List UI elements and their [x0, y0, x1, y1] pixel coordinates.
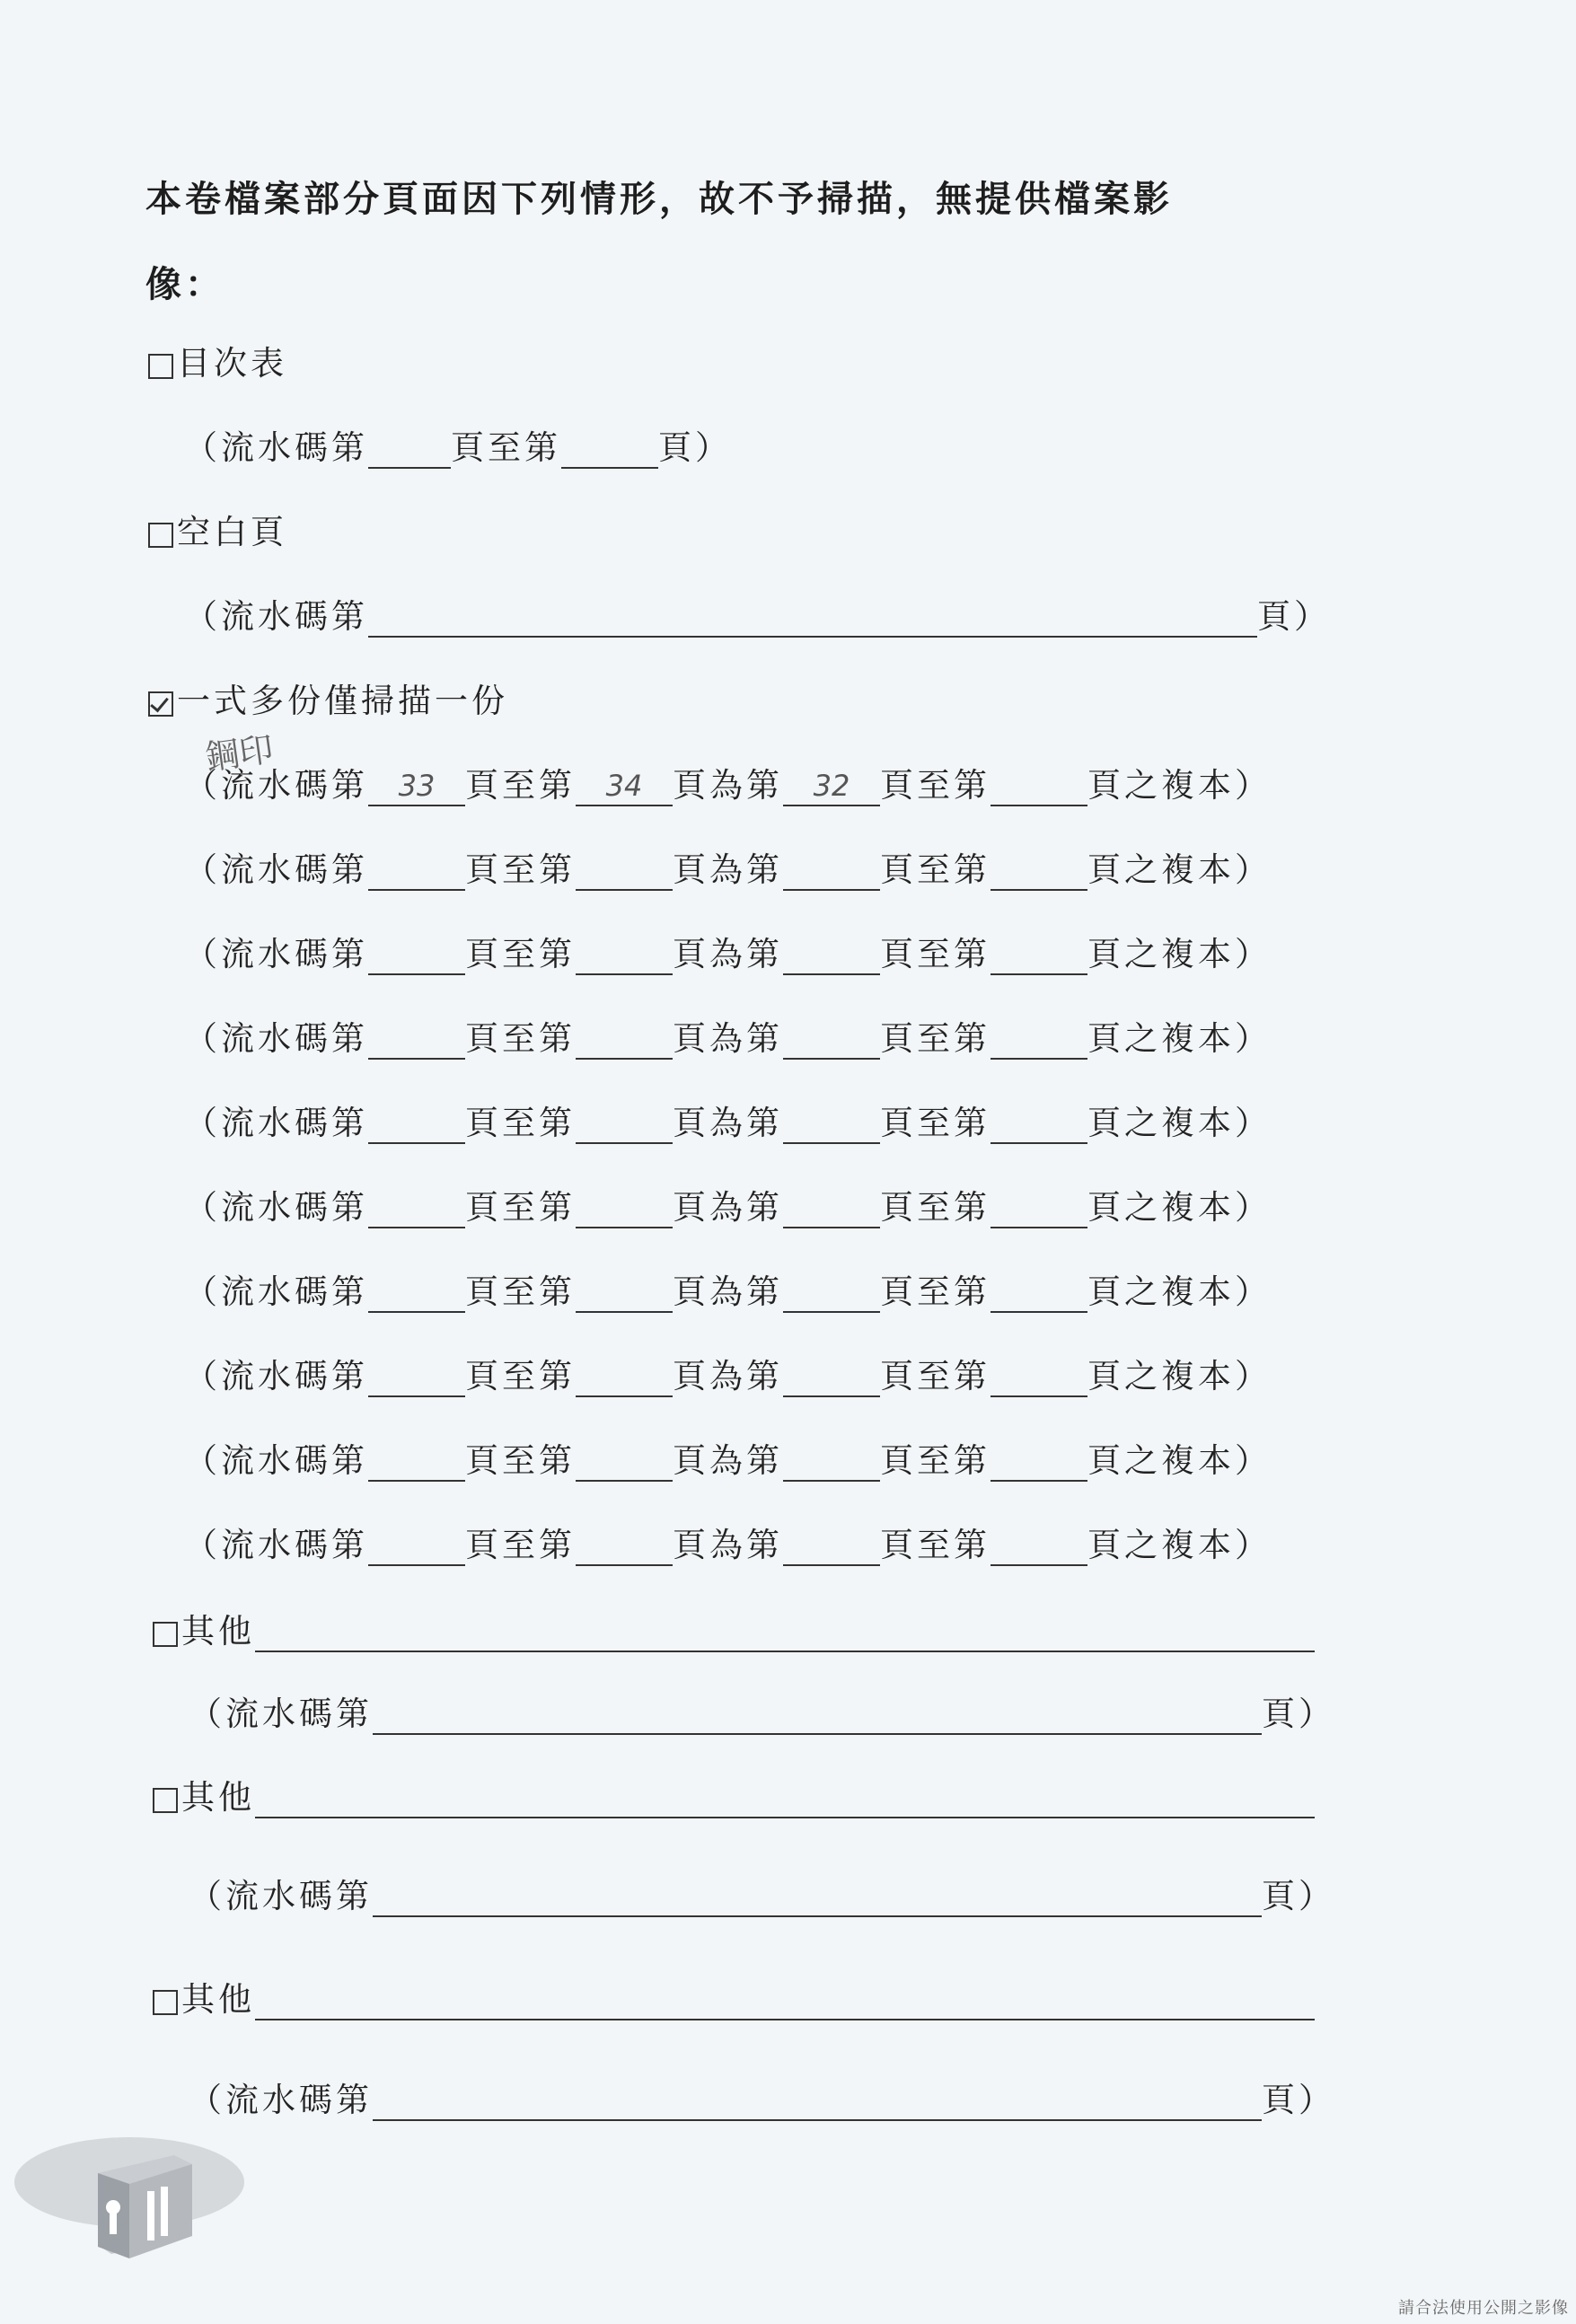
copy-page-field[interactable] — [368, 1106, 465, 1144]
range-suffix: 頁） — [1262, 2081, 1335, 2119]
range-prefix: （流水碼第 — [189, 1695, 373, 1733]
other-checkbox-1[interactable] — [153, 1622, 178, 1647]
copy-page-field[interactable] — [991, 769, 1087, 806]
copy-page-field[interactable] — [783, 1275, 880, 1313]
copy-row-label: （流水碼第 — [184, 1357, 368, 1395]
copy-page-field[interactable] — [368, 1444, 465, 1482]
copy-page-field[interactable] — [783, 938, 880, 975]
toc-option[interactable] — [148, 339, 287, 384]
copy-row-label: 頁至第 — [465, 935, 576, 973]
copy-page-field[interactable] — [368, 1360, 465, 1397]
copy-page-field[interactable] — [783, 1360, 880, 1397]
copy-row-label: 頁至第 — [880, 766, 991, 805]
copy-page-field[interactable] — [368, 853, 465, 891]
blank-page-checkbox[interactable] — [148, 523, 173, 548]
other-label: 其他 — [181, 1612, 255, 1651]
copy-row-label: （流水碼第 — [184, 850, 368, 889]
copy-row-label: （流水碼第 — [184, 1104, 368, 1142]
blank-range-field[interactable] — [368, 600, 1257, 638]
copy-row-label: （流水碼第 — [184, 1019, 368, 1058]
copy-page-field[interactable] — [576, 1360, 673, 1397]
blank-range-row — [184, 593, 1331, 638]
copy-range-row — [184, 1521, 1272, 1566]
copy-row-label: （流水碼第 — [184, 1188, 368, 1227]
range-suffix: 頁） — [658, 428, 732, 467]
copy-page-field[interactable] — [783, 1528, 880, 1566]
copy-page-field[interactable] — [576, 1191, 673, 1228]
copy-row-label: 頁為第 — [673, 766, 783, 805]
other-range-row-1 — [189, 1690, 1335, 1735]
copy-row-label: 頁為第 — [673, 1441, 783, 1480]
multi-copy-label: 一式多份僅掃描一份 — [177, 682, 508, 720]
copy-row-label: 頁至第 — [465, 1019, 576, 1058]
other-option-2[interactable] — [153, 1774, 1315, 1818]
copy-range-row — [184, 1015, 1272, 1060]
other-label: 其他 — [181, 1980, 255, 2019]
copy-row-label: 頁至第 — [880, 935, 991, 973]
copy-row-label: 頁至第 — [880, 850, 991, 889]
handwritten-note: 鋼印 — [202, 728, 277, 779]
range-mid: 頁至第 — [451, 428, 561, 467]
copy-row-label: 頁至第 — [465, 766, 576, 805]
copy-row-label: 頁至第 — [880, 1441, 991, 1480]
copy-row-label: 頁至第 — [465, 1272, 576, 1311]
copy-row-label: 頁為第 — [673, 1019, 783, 1058]
copy-row-label: 頁之複本） — [1087, 1441, 1272, 1480]
copy-page-field[interactable] — [991, 1444, 1087, 1482]
copy-row-label: 頁之複本） — [1087, 766, 1272, 805]
copy-page-field[interactable] — [991, 1191, 1087, 1228]
other-checkbox-3[interactable] — [153, 1990, 178, 2015]
footer-watermark: 請合法使用公開之影像 — [1398, 2299, 1569, 2318]
copy-page-field[interactable] — [783, 853, 880, 891]
toc-start-field[interactable] — [368, 431, 451, 469]
other-range-row-3 — [189, 2076, 1335, 2121]
copy-page-field[interactable] — [576, 853, 673, 891]
copy-row-label: 頁至第 — [880, 1526, 991, 1564]
copy-page-field[interactable] — [576, 1106, 673, 1144]
copy-page-field[interactable]: 34 — [576, 769, 673, 806]
toc-range-row — [184, 424, 732, 469]
copy-page-field[interactable] — [991, 1106, 1087, 1144]
toc-checkbox[interactable] — [148, 354, 173, 379]
copy-range-row — [184, 761, 1272, 806]
copy-range-row — [184, 1437, 1272, 1482]
copy-range-row — [184, 930, 1272, 975]
notice-title-line2: 像： — [145, 264, 225, 305]
copy-row-label: 頁至第 — [880, 1188, 991, 1227]
copy-row-label: 頁為第 — [673, 1104, 783, 1142]
copy-row-label: （流水碼第 — [184, 1272, 368, 1311]
blank-page-label: 空白頁 — [177, 513, 287, 551]
copy-page-field[interactable]: 32 — [783, 769, 880, 806]
copy-page-field[interactable] — [991, 1528, 1087, 1566]
copy-row-label: （流水碼第 — [184, 1441, 368, 1480]
copy-row-label: （流水碼第 — [184, 766, 368, 805]
toc-end-field[interactable] — [561, 431, 658, 469]
copy-row-label: （流水碼第 — [184, 1526, 368, 1564]
copy-row-label: 頁至第 — [880, 1272, 991, 1311]
copy-page-field[interactable] — [991, 938, 1087, 975]
copy-row-label: 頁至第 — [465, 1526, 576, 1564]
copy-row-label: 頁之複本） — [1087, 850, 1272, 889]
copy-page-field[interactable] — [368, 1528, 465, 1566]
copy-page-field[interactable] — [991, 1275, 1087, 1313]
range-suffix: 頁） — [1262, 1695, 1335, 1733]
copy-page-field[interactable] — [368, 1275, 465, 1313]
other-option-1[interactable] — [153, 1607, 1315, 1652]
copy-range-row — [184, 1352, 1272, 1397]
range-suffix: 頁） — [1262, 1877, 1335, 1915]
copy-page-field[interactable] — [368, 938, 465, 975]
other-field-2[interactable] — [255, 1781, 1315, 1818]
copy-row-label: 頁至第 — [465, 1441, 576, 1480]
copy-range-row — [184, 1099, 1272, 1144]
copy-page-field[interactable] — [576, 1275, 673, 1313]
copy-row-label: 頁為第 — [673, 850, 783, 889]
copy-row-label: 頁之複本） — [1087, 1526, 1272, 1564]
other-checkbox-2[interactable] — [153, 1788, 178, 1813]
multi-copy-checkbox[interactable] — [148, 691, 173, 717]
copy-row-label: 頁至第 — [880, 1019, 991, 1058]
copy-row-label: 頁為第 — [673, 1526, 783, 1564]
multi-copy-option[interactable] — [148, 677, 508, 722]
range-prefix: （流水碼第 — [189, 1877, 373, 1915]
other-label: 其他 — [181, 1778, 255, 1817]
copy-page-field[interactable] — [991, 1022, 1087, 1060]
range-prefix: （流水碼第 — [184, 428, 368, 467]
range-suffix: 頁） — [1257, 597, 1331, 636]
copy-page-field[interactable] — [783, 1191, 880, 1228]
toc-label: 目次表 — [177, 344, 287, 383]
copy-row-label: 頁之複本） — [1087, 1272, 1272, 1311]
copy-row-label: （流水碼第 — [184, 935, 368, 973]
archive-logo-icon — [13, 2128, 246, 2263]
copy-page-field[interactable]: 33 — [368, 769, 465, 806]
copy-range-row — [184, 1184, 1272, 1228]
copy-page-field[interactable] — [368, 1191, 465, 1228]
copy-row-label: 頁之複本） — [1087, 1357, 1272, 1395]
range-prefix: （流水碼第 — [184, 597, 368, 636]
other-field-3[interactable] — [255, 1983, 1315, 2020]
copy-page-field[interactable] — [783, 1444, 880, 1482]
blank-page-option[interactable] — [148, 508, 287, 553]
notice-title-line1: 本卷檔案部分頁面因下列情形，故不予掃描，無提供檔案影 — [145, 179, 1173, 220]
copy-row-label: 頁之複本） — [1087, 1019, 1272, 1058]
copy-page-field[interactable] — [783, 1022, 880, 1060]
other-range-field-1[interactable] — [373, 1697, 1262, 1735]
range-prefix: （流水碼第 — [189, 2081, 373, 2119]
copy-page-field[interactable] — [783, 1106, 880, 1144]
copy-row-label: 頁之複本） — [1087, 1104, 1272, 1142]
copy-row-label: 頁至第 — [880, 1104, 991, 1142]
other-range-row-2 — [189, 1872, 1335, 1917]
copy-row-label: 頁之複本） — [1087, 935, 1272, 973]
copy-page-field[interactable] — [576, 1444, 673, 1482]
other-option-3[interactable] — [153, 1976, 1315, 2020]
copy-row-label: 頁為第 — [673, 1357, 783, 1395]
copy-row-label: 頁至第 — [880, 1357, 991, 1395]
copy-row-label: 頁之複本） — [1087, 1188, 1272, 1227]
other-range-field-2[interactable] — [373, 1879, 1262, 1917]
copy-page-field[interactable] — [576, 1022, 673, 1060]
copy-row-label: 頁至第 — [465, 1357, 576, 1395]
copy-range-row — [184, 846, 1272, 891]
copy-row-label: 頁為第 — [673, 1272, 783, 1311]
copy-row-label: 頁為第 — [673, 935, 783, 973]
copy-row-label: 頁至第 — [465, 1104, 576, 1142]
copy-range-row — [184, 1268, 1272, 1313]
copy-page-field[interactable] — [576, 1528, 673, 1566]
copy-row-label: 頁至第 — [465, 850, 576, 889]
copy-page-field[interactable] — [368, 1022, 465, 1060]
copy-page-field[interactable] — [576, 938, 673, 975]
copy-page-field[interactable] — [991, 853, 1087, 891]
copy-row-label: 頁為第 — [673, 1188, 783, 1227]
other-range-field-3[interactable] — [373, 2083, 1262, 2121]
copy-page-field[interactable] — [991, 1360, 1087, 1397]
other-field-1[interactable] — [255, 1615, 1315, 1652]
copy-row-label: 頁至第 — [465, 1188, 576, 1227]
